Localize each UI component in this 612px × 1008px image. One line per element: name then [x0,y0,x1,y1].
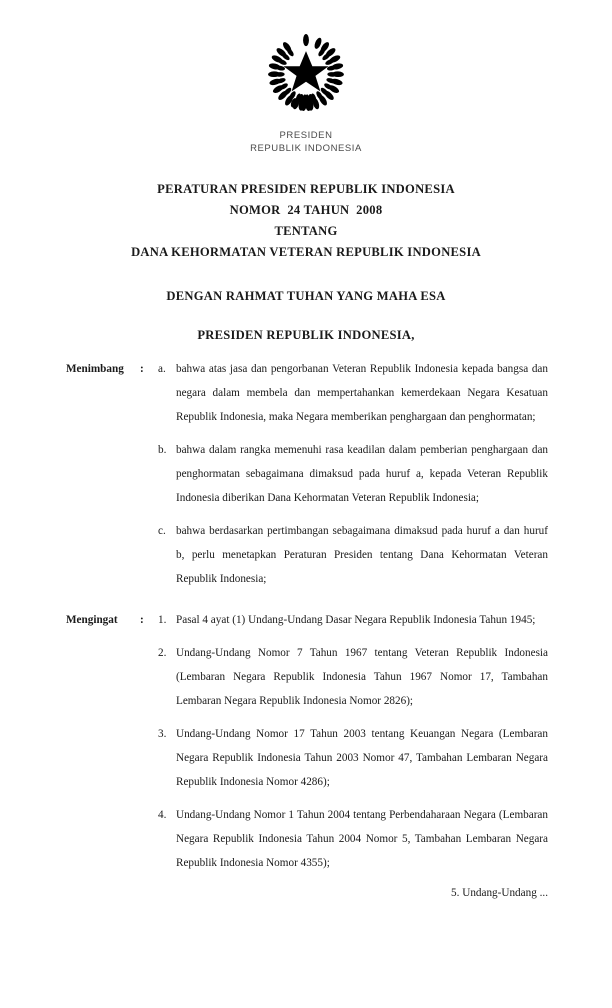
item-text: Undang-Undang Nomor 1 Tahun 2004 tentang Perbendaharaan Negara (Lembaran Negara Republik Indonesia Tahun 2004 Nomor 5, Tambahan Lembaran Negara Republik Indonesia Nomor 4355); [176,809,548,869]
considerations-items [158,357,548,591]
list-item [158,608,548,632]
item-marker: a. [158,363,166,375]
emblem-caption-line-1: PRESIDEN [279,130,333,141]
list-item [158,357,548,429]
considerations-clause [66,357,548,591]
legal-basis-items [158,608,548,875]
list-item [158,641,548,713]
item-marker: 4. [158,809,167,821]
list-item [158,519,548,591]
item-text: Undang-Undang Nomor 17 Tahun 2003 tentang Keuangan Negara (Lembaran Negara Republik Indonesia Tahun 2003 Nomor 47, Tambahan Lembaran Negara Republik Indonesia Nomor 4286); [176,728,548,788]
emblem-caption-line-2: REPUBLIK INDONESIA [250,143,362,154]
considerations-colon: : [140,363,144,375]
item-marker: b. [158,444,167,456]
considerations-label: Menimbang [66,363,124,375]
list-item [158,722,548,794]
legal-basis-colon: : [140,614,144,626]
list-item [158,803,548,875]
decree-authority: PRESIDEN REPUBLIK INDONESIA, [197,328,415,342]
title-regulation-type: PERATURAN PRESIDEN REPUBLIK INDONESIA [157,182,455,196]
item-text: bahwa atas jasa dan pengorbanan Veteran Republik Indonesia kepada bangsa dan negara dalam membela dan mempertahankan kemerdekaan Negara Kesatuan Republik Indonesia, maka Negara memberikan penghargaan dan penghormatan; [176,363,548,423]
item-text: bahwa berdasarkan pertimbangan sebagaimana dimaksud pada huruf a dan huruf b, perlu menetapkan Peraturan Presiden tentang Dana Kehormatan Veteran Republik Indonesia; [176,525,548,585]
item-marker: c. [158,525,166,537]
emblem-caption [0,129,612,155]
page-catchword: 5. Undang-Undang ... [451,887,548,899]
item-marker: 2. [158,647,167,659]
item-text: bahwa dalam rangka memenuhi rasa keadilan dalam pemberian penghargaan dan penghormatan sebagaimana dimaksud pada huruf a, kepada Veteran Republik Indonesia diberikan Dana Kehormatan Veteran Republik Indonesia; [176,444,548,504]
item-text: Pasal 4 ayat (1) Undang-Undang Dasar Negara Republik Indonesia Tahun 1945; [176,614,536,626]
title-tentang: TENTANG [274,224,338,238]
page-title [0,179,612,263]
legal-basis-label: Mengingat [66,614,118,626]
list-item [158,438,548,510]
item-text: Undang-Undang Nomor 7 Tahun 1967 tentang Veteran Republik Indonesia (Lembaran Negara Republik Indonesia Tahun 1967 Nomor 17, Tambahan Lembaran Negara Republik Indonesia Nomor 2826); [176,647,548,707]
decree-invocation: DENGAN RAHMAT TUHAN YANG MAHA ESA [166,289,446,303]
document-header [0,30,612,155]
garuda-star-wreath-emblem-icon [260,30,352,118]
legal-basis-clause [66,608,548,875]
item-marker: 1. [158,614,167,626]
decree-preamble [0,286,612,346]
title-subject: DANA KEHORMATAN VETERAN REPUBLIK INDONESIA [131,245,481,259]
item-marker: 3. [158,728,167,740]
title-number-year: NOMOR 24 TAHUN 2008 [229,203,383,217]
document-body [66,357,548,875]
